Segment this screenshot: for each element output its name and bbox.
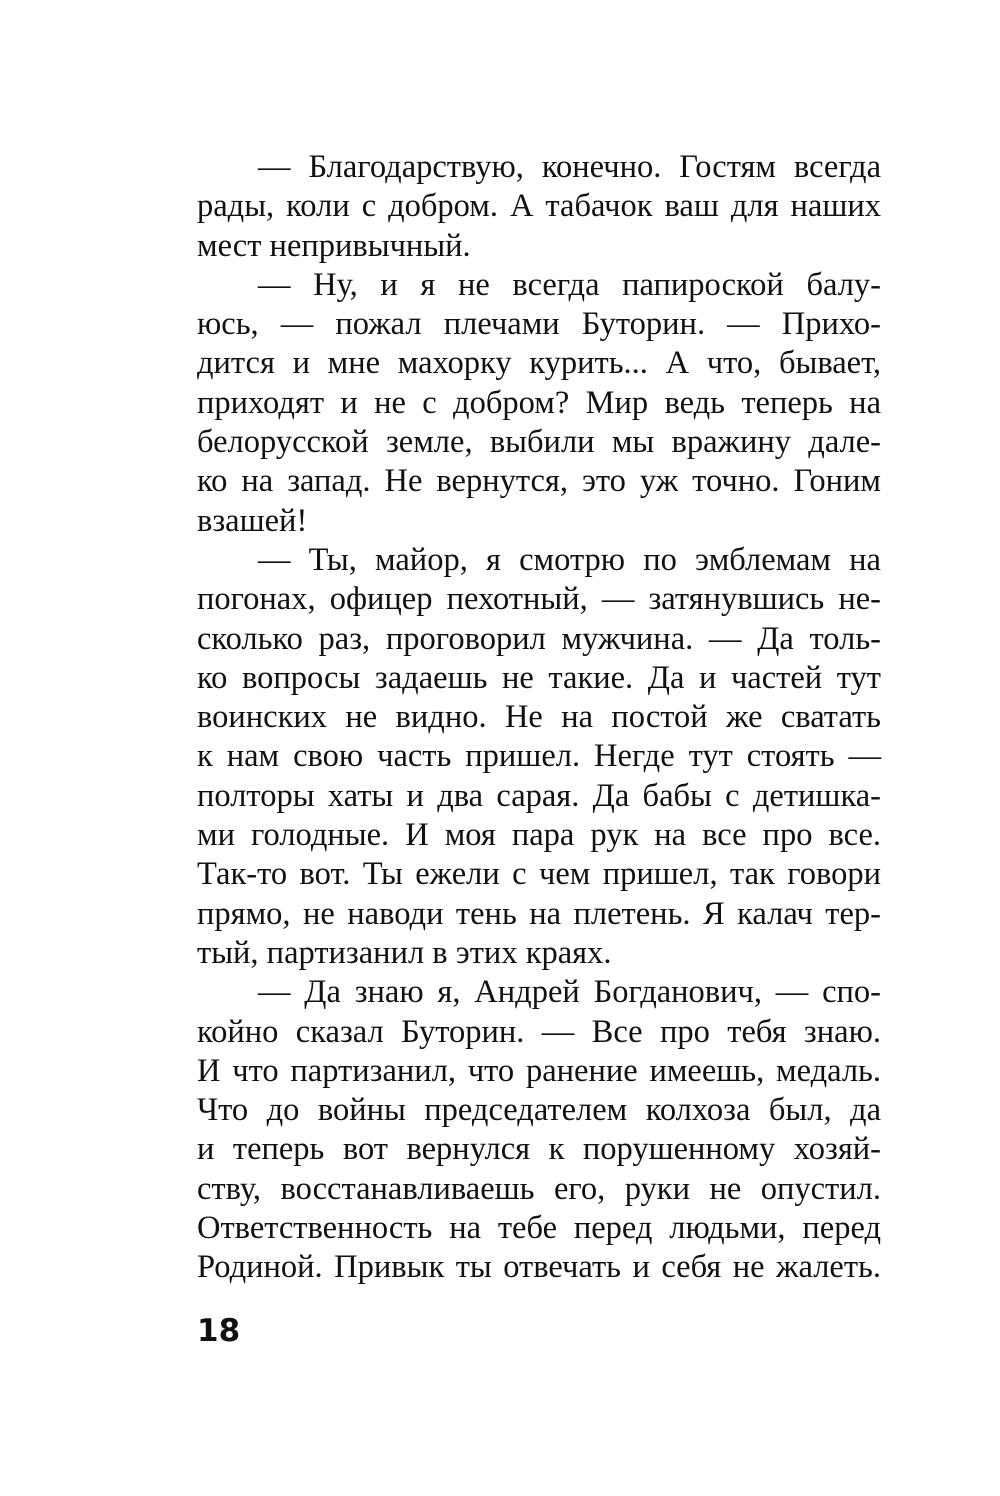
text-line: погонах, офицер пехотный, — затянувшись не- (197, 581, 881, 618)
text-line: Так-то вот. Ты ежели с чем пришел, так говори (197, 856, 881, 893)
text-line: Ответственность на тебе перед людьми, перед (197, 1210, 881, 1247)
text-line: мест непривычный. (197, 227, 471, 264)
text-line: рады, коли с добром. А табачок ваш для наших (197, 188, 881, 225)
text-line: — Да знаю я, Андрей Богданович, — спо- (258, 974, 881, 1011)
text-line: юсь, — пожал плечами Буторин. — Прихо- (197, 306, 881, 343)
text-line: ко вопросы задаешь не такие. Да и частей тут (197, 659, 881, 696)
text-line: Что до войны председателем колхоза был, да (197, 1092, 881, 1129)
text-line: — Ну, и я не всегда папироской балу- (258, 266, 881, 303)
text-line: ми голодные. И моя пара рук на все про все. (197, 817, 881, 854)
text-line: Родиной. Привык ты отвечать и себя не жалеть. (197, 1249, 881, 1286)
text-line: сколько раз, проговорил мужчина. — Да толь- (197, 620, 881, 657)
text-line: ству, восстанавливаешь его, руки не опустил. (197, 1170, 881, 1207)
text-line: полторы хаты и два сарая. Да бабы с детишка- (197, 777, 881, 814)
body-text (197, 148, 881, 1288)
text-line: И что партизанил, что ранение имеешь, медаль. (197, 1052, 881, 1089)
text-line: приходят и не с добром? Мир ведь теперь на (197, 384, 881, 421)
text-line: прямо, не наводи тень на плетень. Я калач тер- (197, 895, 881, 932)
text-line: к нам свою часть пришел. Негде тут стоять — (197, 738, 881, 775)
text-line: тый, партизанил в этих краях. (197, 934, 612, 971)
text-line: ко на запад. Не вернутся, это уж точно. Гоним (197, 463, 881, 500)
text-line: и теперь вот вернулся к порушенному хозяй- (197, 1131, 881, 1168)
text-line: — Благодарствую, конечно. Гостям всегда (258, 149, 881, 185)
text-line: дится и мне махорку курить... А что, бывает, (197, 345, 881, 382)
text-line: — Ты, майор, я смотрю по эмблемам на (258, 541, 881, 578)
page-number: 18 (197, 1313, 241, 1349)
text-line: воинских не видно. Не на постой же сватать (197, 699, 881, 736)
text-line: белорусской земле, выбили мы вражину дале- (197, 424, 881, 461)
text-line: койно сказал Буторин. — Все про тебя знаю. (197, 1013, 881, 1050)
text-line: взашей! (197, 502, 308, 539)
